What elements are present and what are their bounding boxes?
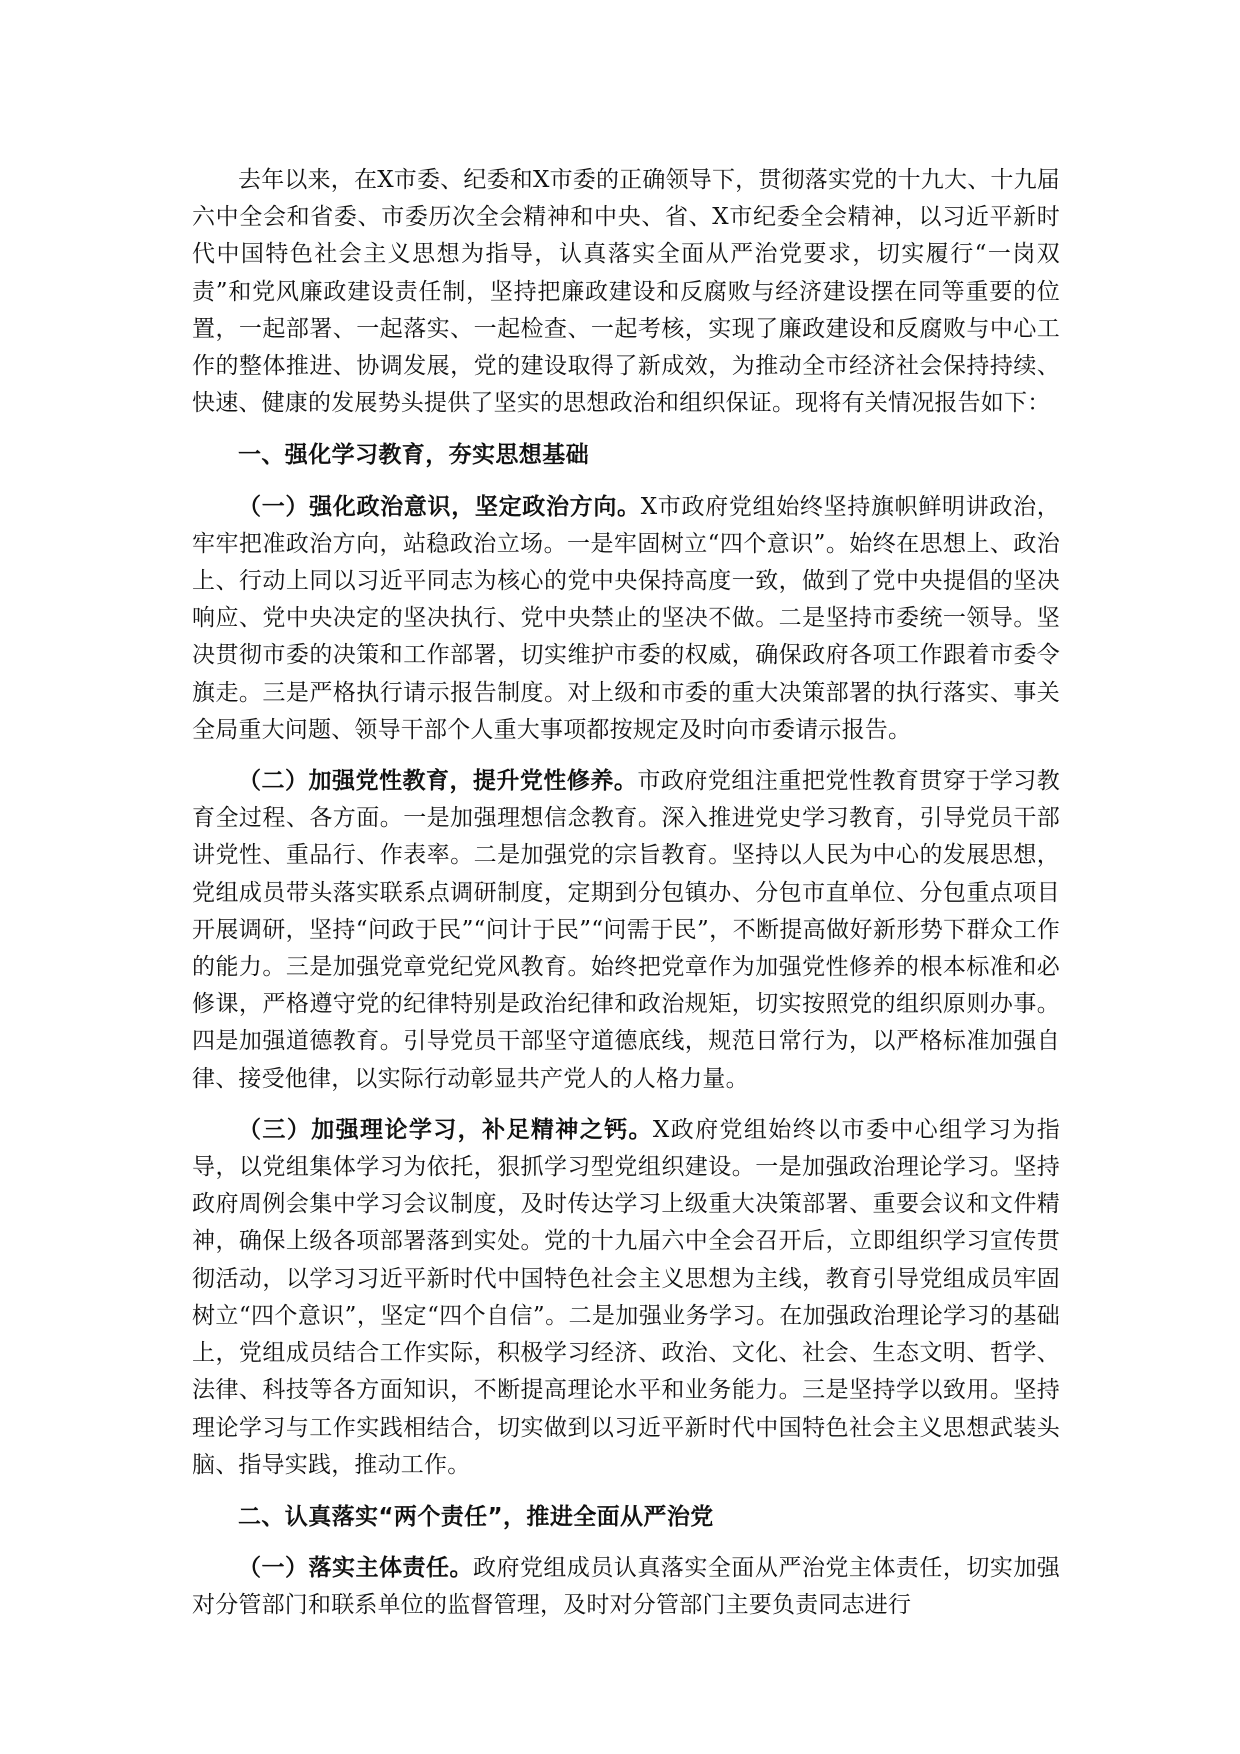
intro-paragraph: 去年以来，在X市委、纪委和X市委的正确领导下，贯彻落实党的十九大、十九届六中全会和省委、市委历次全会精神和中央、省、X市纪委全会精神，以习近平新时代中国特色社会主义思想为指导，认真落实全面从严治党要求，切实履行“一岗双责”和党风廉政建设责任制，坚持把廉政建设和反腐败与经济建设摆在同等重要的位置，一起部署、一起落实、一起检查、一起考核，实现了廉政建设和反腐败与中心工作的整体推进、协调发展，党的建设取得了新成效，为推动全市经济社会保持持续、快速、健康的发展势头提供了坚实的思想政治和组织保证。现将有关情况报告如下： <box>192 167 1060 417</box>
section-2-item-1-title: （一）落实主体责任。 <box>238 1555 473 1582</box>
section-1-item-1-text: X市政府党组始终坚持旗帜鲜明讲政治，牢牢把准政治方向，站稳政治立场。一是牢固树立“四个意识”。始终在思想上、政治上、行动上同以习近平同志为核心的党中央保持高度一致，做到了党中央提倡的坚决响应、党中央决定的坚决执行、党中央禁止的坚决不做。二是坚持市委统一领导。坚决贯彻市委的决策和工作部署，切实维护市委的权威，确保政府各项工作跟着市委令旗走。三是严格执行请示报告制度。对上级和市委的重大决策部署的执行落实、事关全局重大问题、领导干部个人重大事项都按规定及时向市委请示报告。 <box>192 493 1060 743</box>
paragraph-gap <box>192 1098 1060 1112</box>
document-body <box>192 162 1060 1625</box>
paragraph-gap <box>192 749 1060 763</box>
section-heading-1: 一、强化学习教育，夯实思想基础 <box>238 442 589 469</box>
section-1-item-1 <box>192 489 1060 749</box>
section-1-item-3 <box>192 1112 1060 1484</box>
section-1-item-3-text: X政府党组始终以市委中心组学习为指导，以党组集体学习为依托，狠抓学习型党组织建设。一是加强政治理论学习。坚持政府周例会集中学习会议制度，及时传达学习上级重大决策部署、重要会议和文件精神，确保上级各项部署落到实处。党的十九届六中全会召开后，立即组织学习宣传贯彻活动，以学习习近平新时代中国特色社会主义思想为主线，教育引导党组成员牢固树立“四个意识”，坚定“四个自信”。二是加强业务学习。在加强政治理论学习的基础上，党组成员结合工作实际，积极学习经济、政治、文化、社会、生态文明、哲学、法律、科技等各方面知识，不断提高理论水平和业务能力。三是坚持学以致用。坚持理论学习与工作实践相结合，切实做到以习近平新时代中国特色社会主义思想武装头脑、指导实践，推动工作。 <box>192 1116 1060 1478</box>
section-1-item-3-title: （三）加强理论学习，补足精神之钙。 <box>238 1116 653 1143</box>
section-1-item-2-text: 市政府党组注重把党性教育贯穿于学习教育全过程、各方面。一是加强理想信念教育。深入推进党史学习教育，引导党员干部讲党性、重品行、作表率。二是加强党的宗旨教育。坚持以人民为中心的发展思想，党组成员带头落实联系点调研制度，定期到分包镇办、分包市直单位、分包重点项目开展调研，坚持“问政于民”“问计于民”“问需于民”，不断提高做好新形势下群众工作的能力。三是加强党章党纪党风教育。始终把党章作为加强党性修养的根本标准和必修课，严格遵守党的纪律特别是政治纪律和政治规矩，切实按照党的组织原则办事。四是加强道德教育。引导党员干部坚守道德底线，规范日常行为，以严格标准加强自律、接受他律，以实际行动彰显共产党人的人格力量。 <box>192 768 1060 1092</box>
section-1-item-2 <box>192 763 1060 1098</box>
section-1-item-2-title: （二）加强党性教育，提升党性修养。 <box>238 768 638 795</box>
section-heading-2: 二、认真落实“两个责任”，推进全面从严治党 <box>238 1503 714 1530</box>
section-2-item-1-text: 政府党组成员认真落实全面从严治党主体责任，切实加强对分管部门和联系单位的监督管理，及时对分管部门主要负责同志进行 <box>192 1555 1061 1619</box>
section-1-item-1-title: （一）强化政治意识，坚定政治方向。 <box>238 493 641 520</box>
section-2-item-1 <box>192 1550 1060 1624</box>
